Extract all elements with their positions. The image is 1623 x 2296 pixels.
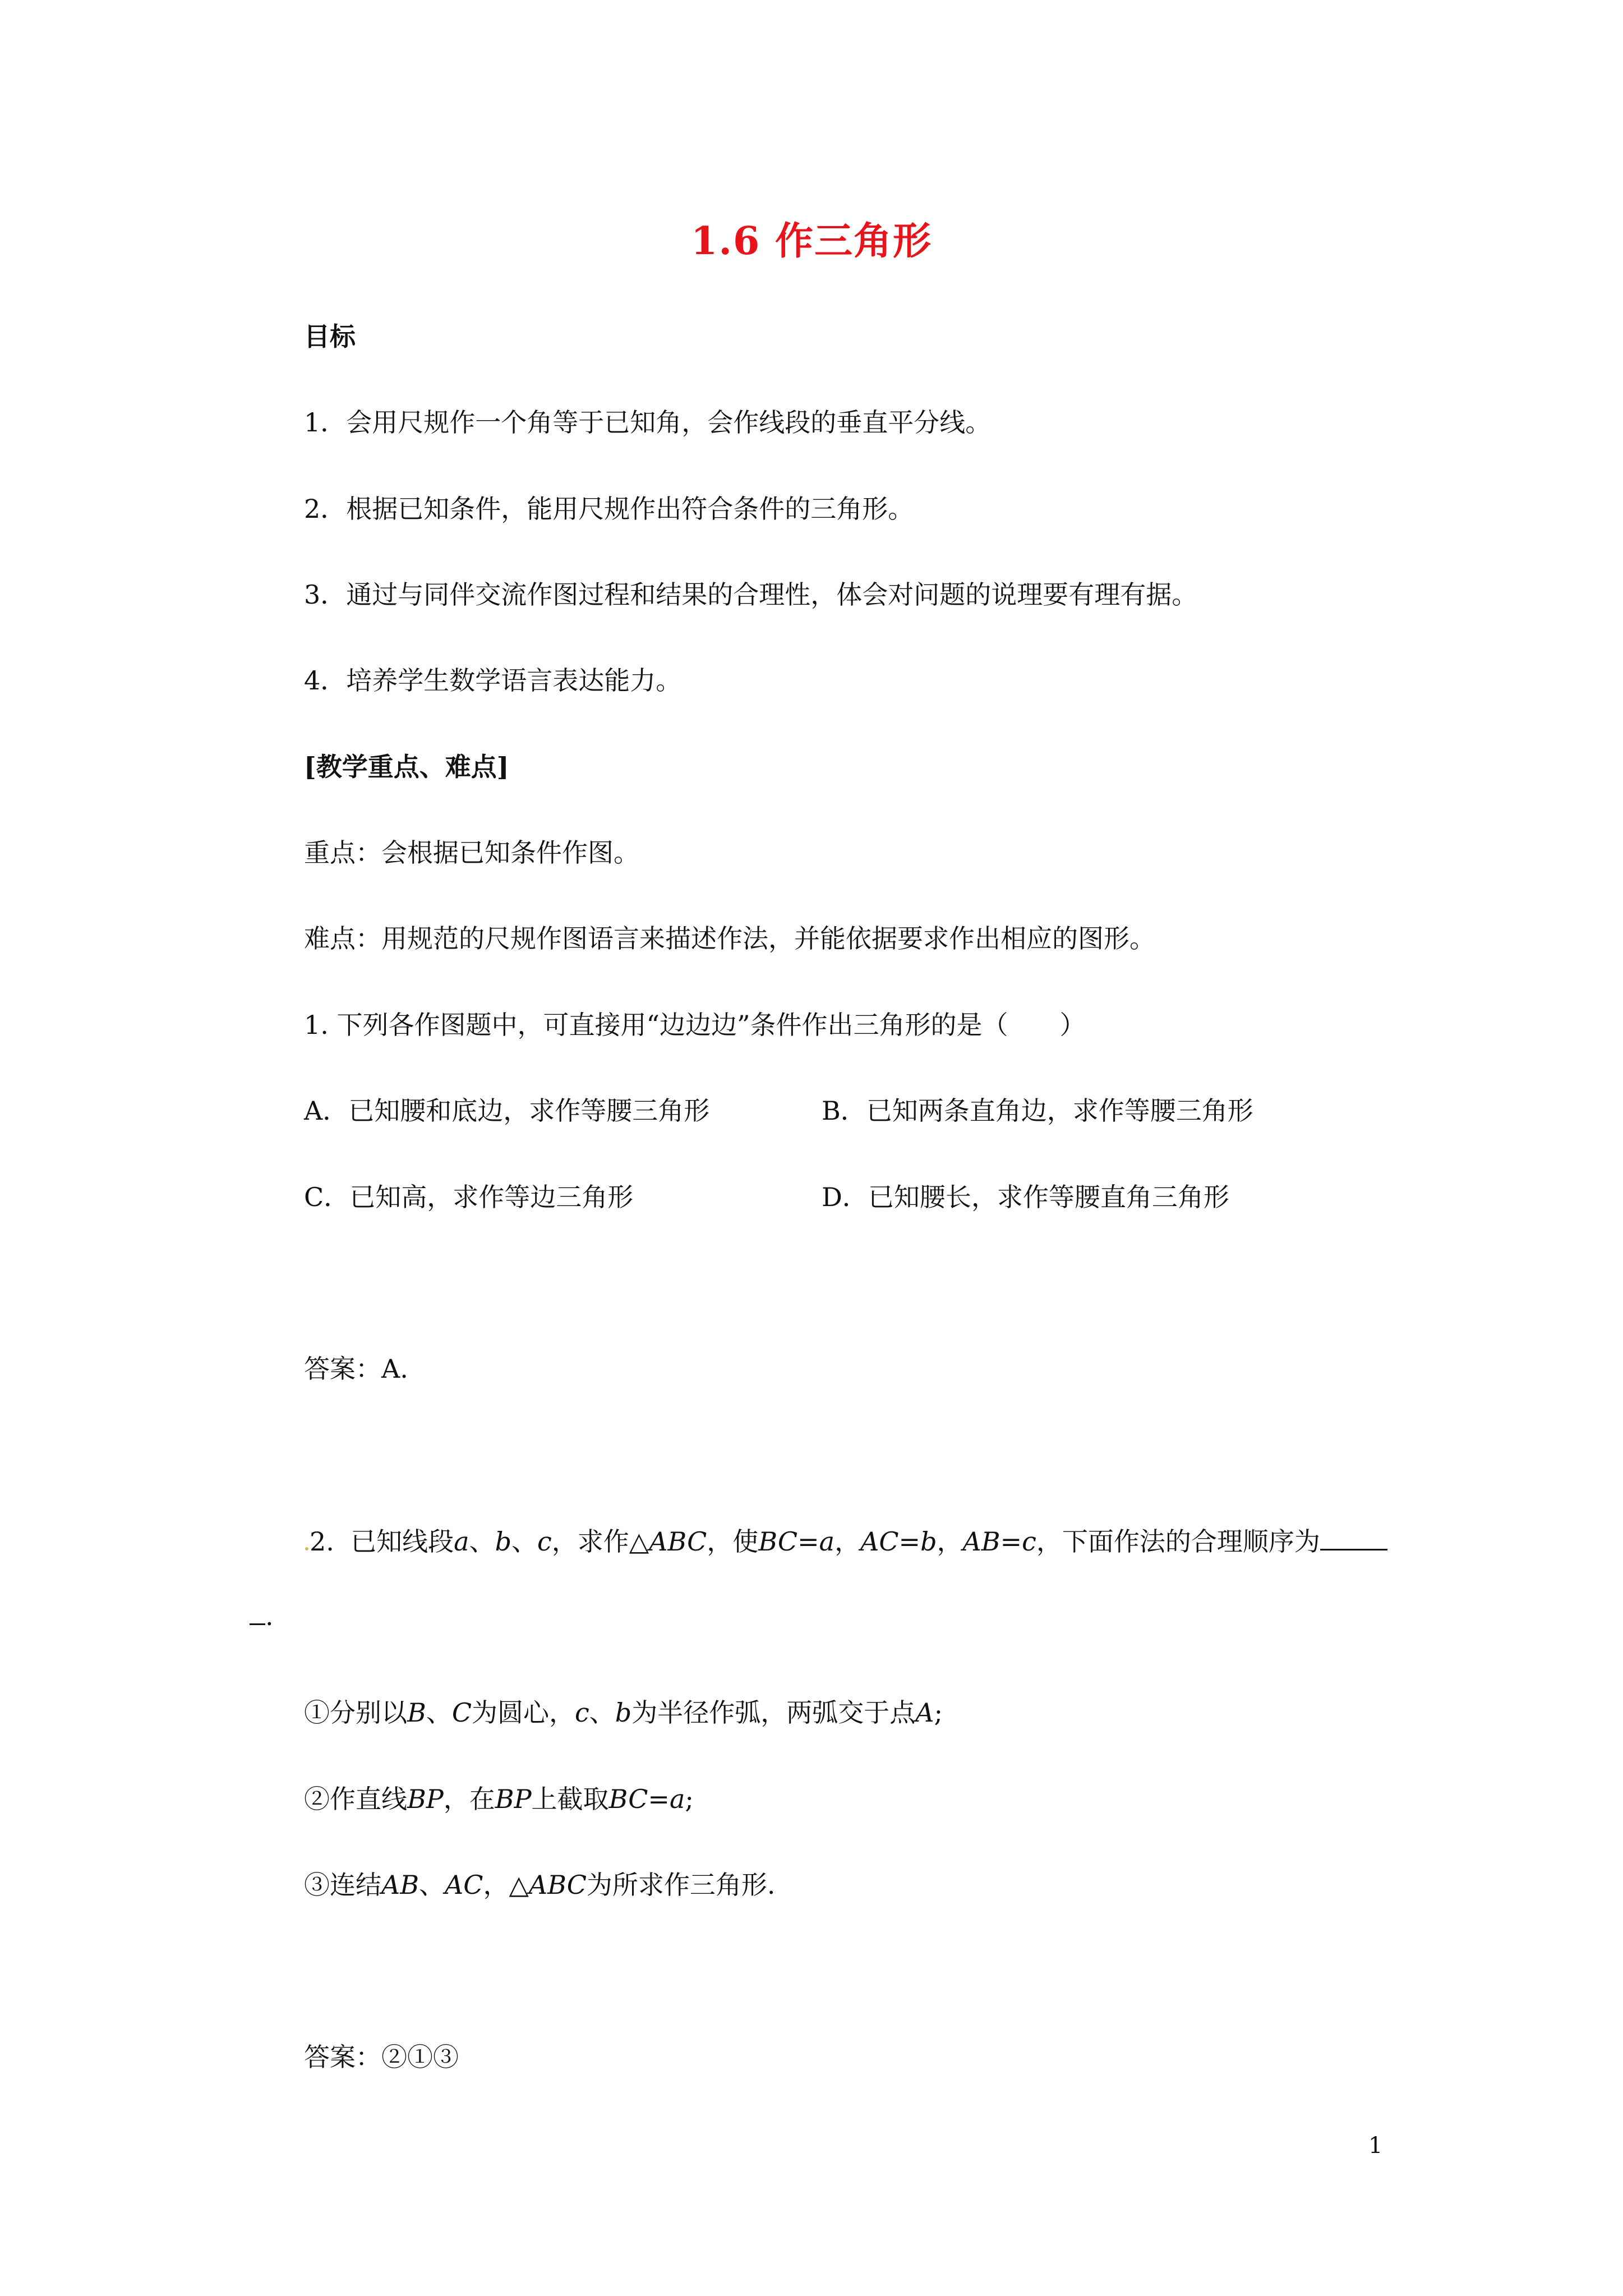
- key-points-heading: [教学重点、难点]: [304, 752, 509, 782]
- goals-heading: 目标: [304, 321, 356, 352]
- question2-text: ，下面作法的合理顺序为: [1036, 1526, 1320, 1557]
- var-a: a: [819, 1526, 835, 1557]
- answer-blank-end: [250, 1599, 265, 1625]
- goal-item-4: 4．培养学生数学语言表达能力。: [304, 665, 682, 696]
- step-text: ③连结: [304, 1870, 381, 1900]
- question1-option-c: C．已知高，求作等边三角形: [304, 1182, 634, 1212]
- segment-ac: AC: [445, 1870, 483, 1900]
- step-end: ;: [934, 1697, 943, 1728]
- separator: 、: [589, 1697, 615, 1728]
- question1-answer: 答案：A.: [304, 1354, 408, 1384]
- question1-option-a: A．已知腰和底边，求作等腰三角形: [304, 1096, 710, 1126]
- var-a: a: [669, 1784, 685, 1814]
- var-b: b: [920, 1526, 937, 1557]
- question2-period: .: [265, 1601, 274, 1631]
- var-c: c: [1022, 1526, 1036, 1557]
- var-a: a: [454, 1526, 469, 1557]
- separator: 、: [469, 1526, 495, 1557]
- step-text: 为半径作弧，两弧交于点: [631, 1697, 916, 1728]
- segment-bc: BC: [608, 1784, 648, 1814]
- separator: 、: [511, 1526, 538, 1557]
- question2-number: 2.: [310, 1526, 334, 1557]
- triangle-name: ABC: [528, 1870, 587, 1900]
- question2-step-3: [304, 1868, 776, 1902]
- point-c: C: [451, 1697, 472, 1728]
- segment-ab: AB: [381, 1870, 419, 1900]
- step-text: ，在: [443, 1784, 495, 1814]
- var-c: c: [537, 1526, 552, 1557]
- line-bp: BP: [495, 1784, 532, 1814]
- var-b: b: [495, 1526, 512, 1557]
- question2-text: 已知线段: [351, 1526, 454, 1557]
- segment-bc: BC: [758, 1526, 798, 1557]
- goal-item-3: 3．通过与同伴交流作图过程和结果的合理性，体会对问题的说理要有理有据。: [304, 579, 1198, 610]
- page-title: 1.6 作三角形: [691, 219, 932, 264]
- separator: 、: [426, 1697, 452, 1728]
- step-text: ②作直线: [304, 1784, 407, 1814]
- answer-blank: [1320, 1524, 1387, 1550]
- question1-option-d: D．已知腰长，求作等腰直角三角形: [822, 1182, 1229, 1212]
- point-b: B: [407, 1697, 426, 1728]
- line-bp: BP: [407, 1784, 444, 1814]
- step-text: ①分别以: [304, 1697, 407, 1728]
- difficulty-text: 难点：用规范的尺规作图语言来描述作法，并能依据要求作出相应的图形。: [304, 923, 1155, 954]
- point-a: A: [915, 1697, 934, 1728]
- step-text: 为所求作三角形.: [586, 1870, 776, 1900]
- goal-item-1: 1．会用尺规作一个角等于已知角，会作线段的垂直平分线。: [304, 407, 992, 438]
- separator: 、: [419, 1870, 445, 1900]
- question2-answer: 答案：②①③: [304, 2042, 459, 2072]
- segment-ab: AB: [962, 1526, 1000, 1557]
- var-c: c: [575, 1697, 589, 1728]
- focus-text: 重点：会根据已知条件作图。: [304, 838, 639, 868]
- var-b: b: [615, 1697, 632, 1728]
- step-text: 为圆心，: [472, 1697, 575, 1728]
- question2-stem-end: [250, 1599, 274, 1633]
- decorative-dot: [305, 1547, 308, 1550]
- goal-item-2: 2．根据已知条件，能用尺规作出符合条件的三角形。: [304, 494, 914, 524]
- question2-text: ，求作△: [551, 1526, 649, 1557]
- step-end: ;: [685, 1784, 694, 1814]
- question2-step-1: [304, 1696, 943, 1729]
- step-text: ，△: [483, 1870, 529, 1900]
- page-number: 1: [1368, 2133, 1383, 2159]
- question2-text: ，使: [707, 1526, 759, 1557]
- question2-step-2: [304, 1782, 694, 1816]
- question2-stem: 2. 已知线段a、b、c，求作△ABC，使BC=a，AC=b，AB=c，下面作法的合理顺序为: [304, 1524, 1387, 1558]
- segment-ac: AC: [860, 1526, 899, 1557]
- triangle-name: ABC: [649, 1526, 707, 1557]
- equals-sign: =: [648, 1784, 670, 1814]
- question1-stem: 1. 下列各作图题中，可直接用“边边边”条件作出三角形的是（ ）: [304, 1010, 1086, 1040]
- question1-option-b: B．已知两条直角边，求作等腰三角形: [822, 1096, 1253, 1126]
- step-text: 上截取: [531, 1784, 609, 1814]
